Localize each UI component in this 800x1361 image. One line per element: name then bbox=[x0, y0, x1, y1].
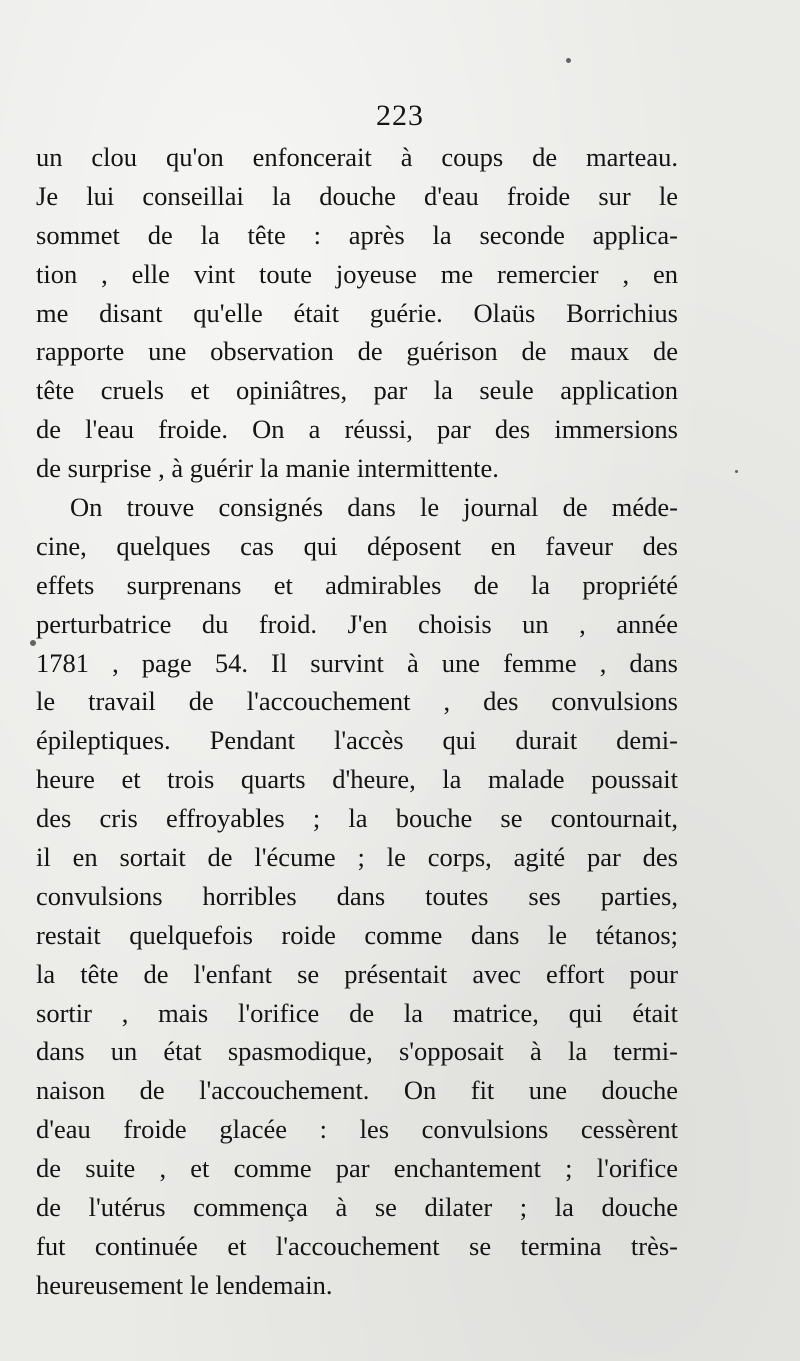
ink-speck bbox=[566, 58, 571, 63]
text-line: cine, quelques cas qui déposent en faveur des bbox=[36, 530, 678, 561]
text-line: me disant qu'elle était guérie. Olaüs Borrichius bbox=[36, 297, 678, 328]
text-line: des cris effroyables ; la bouche se contournait, bbox=[36, 803, 678, 834]
text-line: de l'utérus commença à se dilater ; la douche bbox=[36, 1192, 678, 1223]
text-line: restait quelquefois roide comme dans le tétanos; bbox=[36, 919, 678, 950]
text-line: rapporte une observation de guérison de maux de bbox=[36, 336, 678, 367]
text-line: naison de l'accouchement. On fit une douche bbox=[36, 1075, 678, 1106]
ink-speck bbox=[735, 470, 738, 473]
text-line: de l'eau froide. On a réussi, par des immersions bbox=[36, 414, 678, 445]
body-text bbox=[36, 138, 678, 1305]
text-line: d'eau froide glacée : les convulsions cessèrent bbox=[36, 1114, 678, 1145]
text-line: le travail de l'accouchement , des convulsions bbox=[36, 686, 678, 717]
text-line: perturbatrice du froid. J'en choisis un , année bbox=[36, 608, 678, 639]
text-line: sommet de la tête : après la seconde applica- bbox=[36, 219, 678, 250]
text-line: épileptiques. Pendant l'accès qui durait demi- bbox=[36, 725, 678, 756]
text-line: tion , elle vint toute joyeuse me remercier , en bbox=[36, 258, 678, 289]
text-line: tête cruels et opiniâtres, par la seule application bbox=[36, 375, 678, 406]
text-line: heureusement le lendemain. bbox=[36, 1269, 333, 1300]
text-line: dans un état spasmodique, s'opposait à la termi- bbox=[36, 1036, 678, 1067]
text-line: heure et trois quarts d'heure, la malade poussait bbox=[36, 764, 678, 795]
text-line: sortir , mais l'orifice de la matrice, qui était bbox=[36, 997, 678, 1028]
text-line: fut continuée et l'accouchement se termina très- bbox=[36, 1230, 678, 1261]
text-line: il en sortait de l'écume ; le corps, agité par des bbox=[36, 842, 678, 873]
text-line: convulsions horribles dans toutes ses parties, bbox=[36, 880, 678, 911]
text-line: un clou qu'on enfoncerait à coups de marteau. bbox=[36, 142, 678, 172]
text-line: 1781 , page 54. Il survint à une femme , dans bbox=[36, 647, 678, 678]
text-line: de suite , et comme par enchantement ; l'orifice bbox=[36, 1153, 678, 1184]
text-line: Je lui conseillai la douche d'eau froide sur le bbox=[36, 180, 678, 211]
page-number: 223 bbox=[376, 99, 424, 132]
text-line: de surprise , à guérir la manie intermittente. bbox=[36, 453, 499, 484]
paragraph-first-line: On trouve consignés dans le journal de méde- bbox=[70, 492, 678, 523]
text-line: effets surprenans et admirables de la propriété bbox=[36, 569, 678, 600]
text-line: la tête de l'enfant se présentait avec effort pour bbox=[36, 958, 678, 989]
